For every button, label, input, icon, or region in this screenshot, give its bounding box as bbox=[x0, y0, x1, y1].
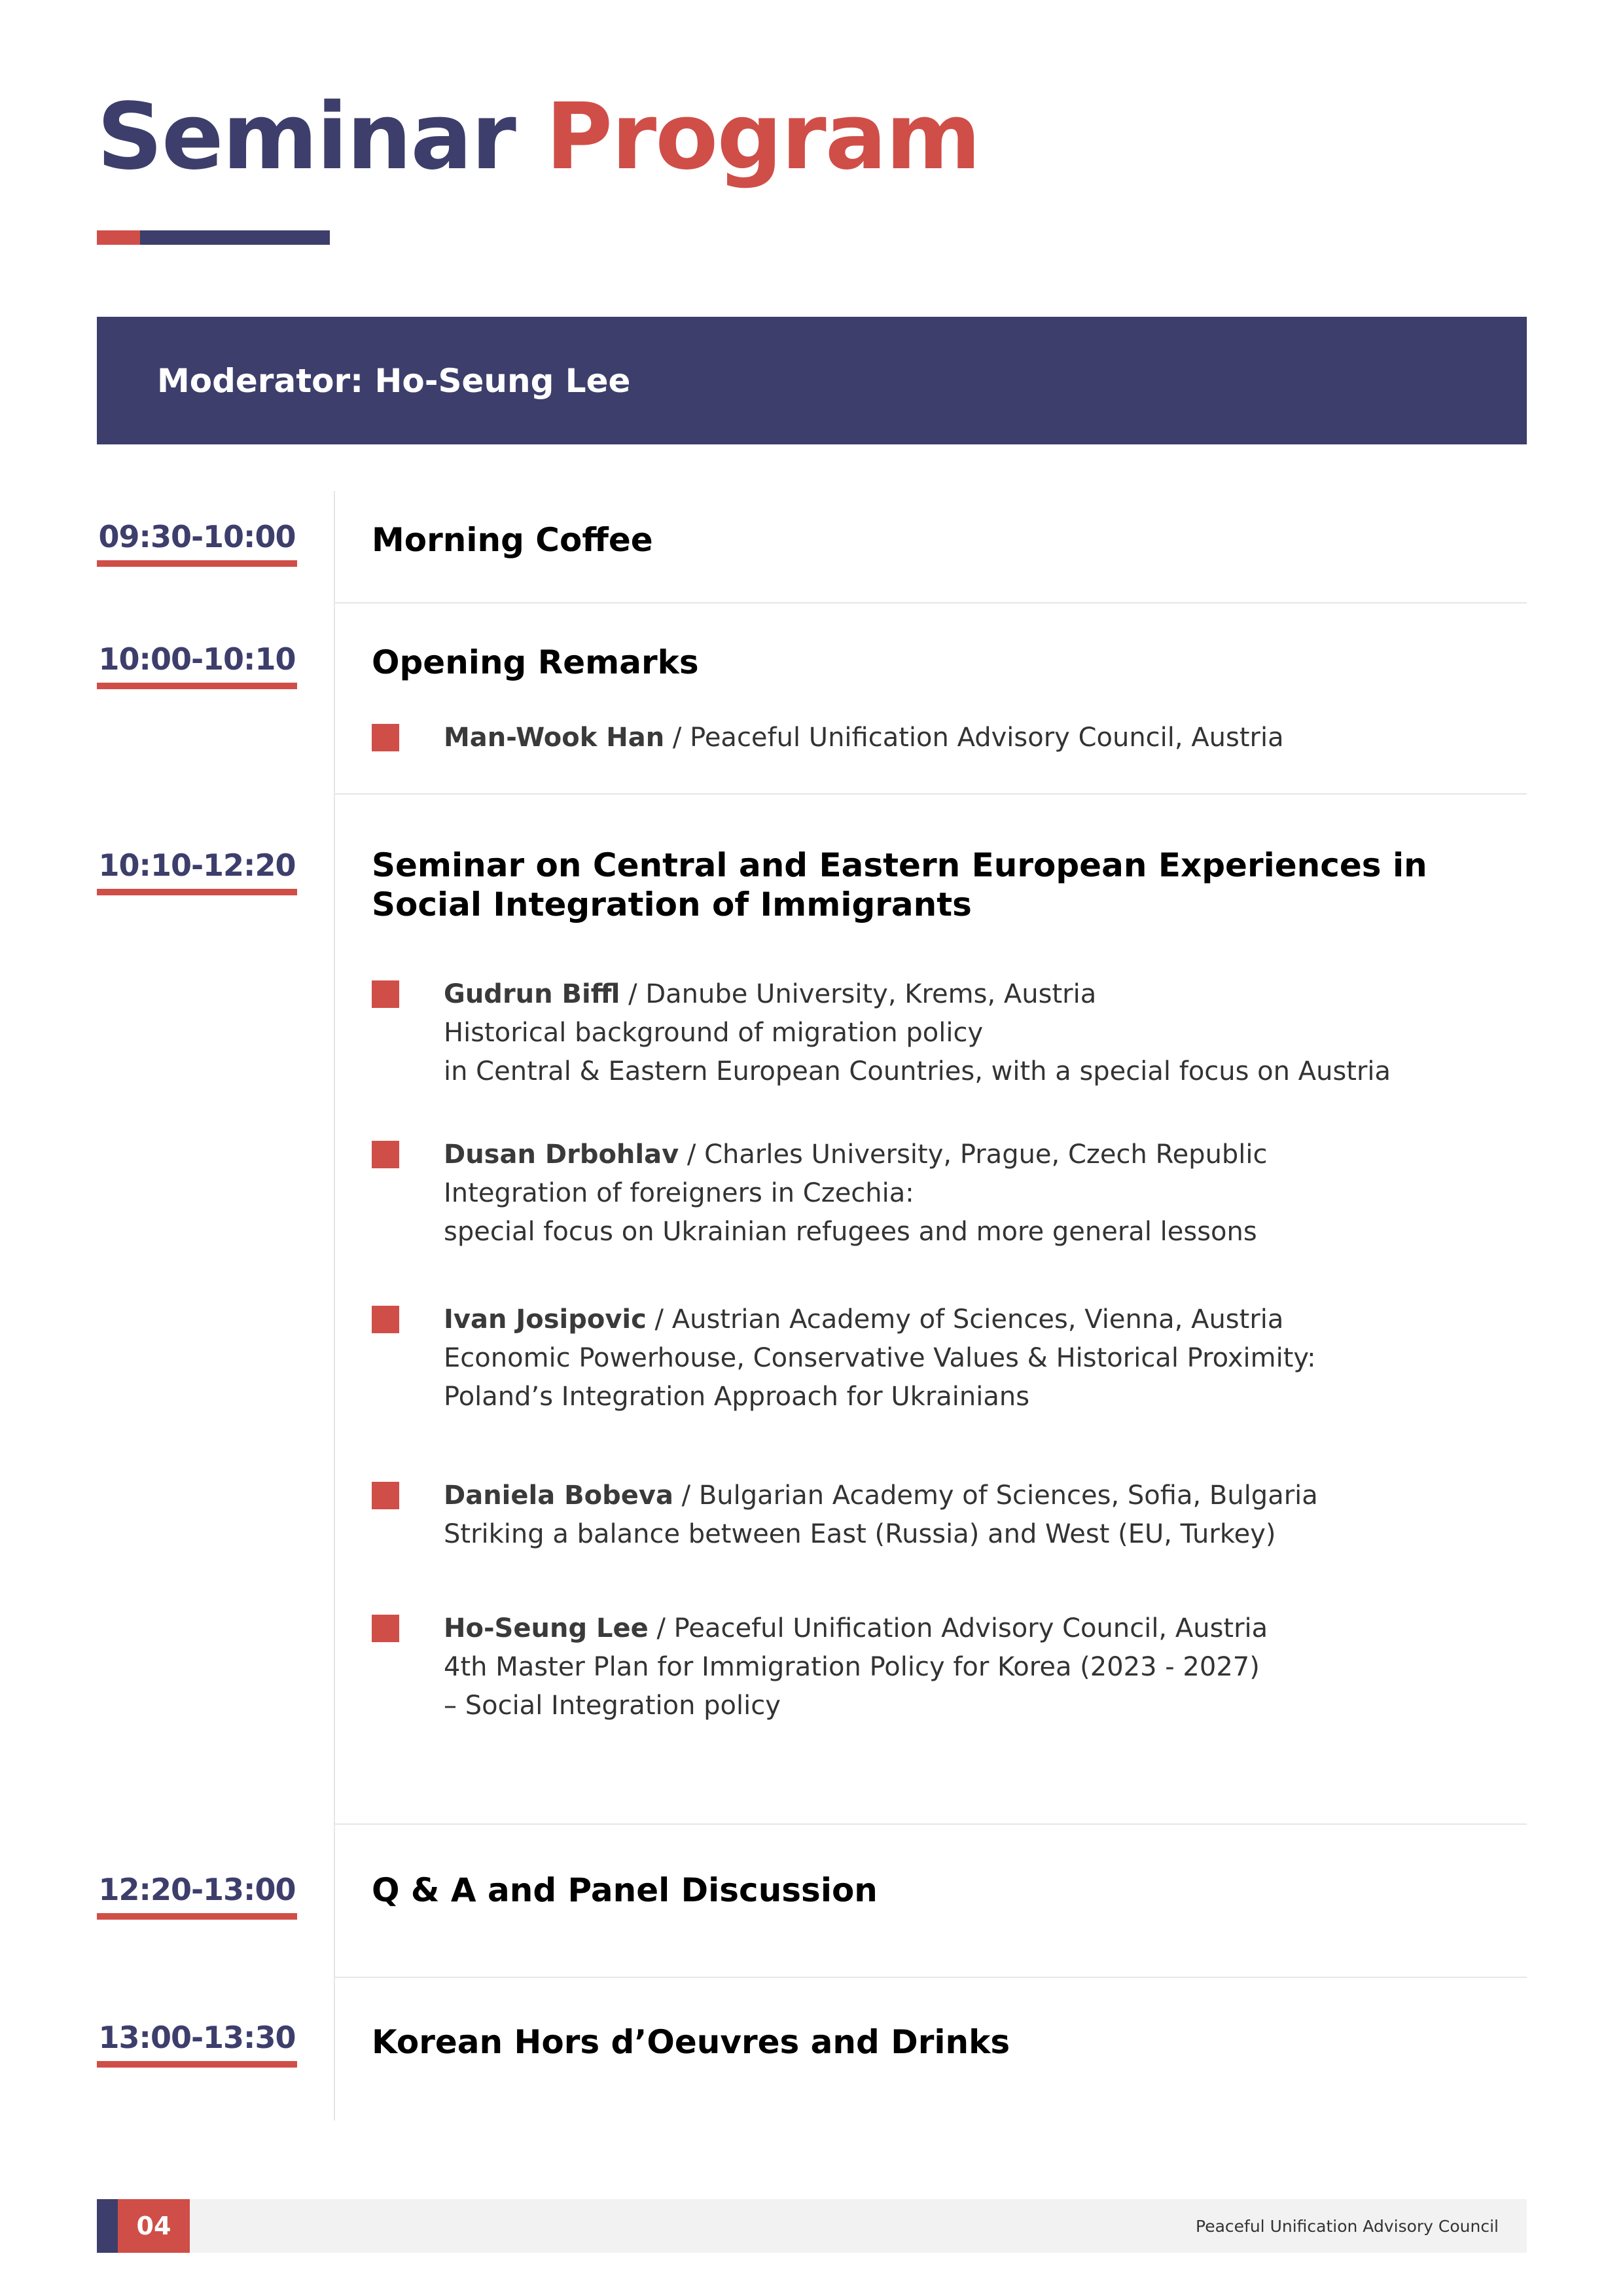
session-title-line: Seminar on Central and Eastern European Experiences in bbox=[372, 846, 1427, 884]
talk-topic: special focus on Ukrainian refugees and more general lessons bbox=[444, 1217, 1257, 1247]
bullet-square-icon bbox=[372, 724, 399, 751]
talk-topic: 4th Master Plan for Immigration Policy for Korea (2023 - 2027) bbox=[444, 1652, 1260, 1682]
speaker-name: Dusan Drbohlav bbox=[444, 1139, 679, 1170]
title-underline-navy bbox=[140, 230, 330, 245]
footer-organization: Peaceful Unification Advisory Council bbox=[1196, 2216, 1499, 2236]
row-separator bbox=[335, 793, 1527, 795]
moderator-banner bbox=[97, 317, 1527, 444]
talk-topic: Integration of foreigners in Czechia: bbox=[444, 1178, 914, 1208]
talk-topic: – Social Integration policy bbox=[444, 1691, 781, 1721]
session-title-reception: Korean Hors d’Oeuvres and Drinks bbox=[372, 2023, 1010, 2061]
speaker-affiliation: / Bulgarian Academy of Sciences, Sofia, Bulgaria bbox=[673, 1480, 1318, 1511]
talk-topic: Striking a balance between East (Russia) and West (EU, Turkey) bbox=[444, 1519, 1276, 1549]
bullet-square-icon bbox=[372, 1482, 399, 1509]
speaker-item bbox=[372, 975, 1497, 1091]
speaker-item bbox=[372, 719, 1497, 757]
speaker-affiliation: / Peaceful Unification Advisory Council, Austria bbox=[648, 1613, 1268, 1643]
bullet-square-icon bbox=[372, 980, 399, 1008]
speaker-name: Man-Wook Han bbox=[444, 723, 665, 753]
row-separator bbox=[335, 1977, 1527, 1978]
speaker-affiliation: / Austrian Academy of Sciences, Vienna, Austria bbox=[646, 1304, 1284, 1335]
speaker-affiliation: / Danube University, Krems, Austria bbox=[620, 979, 1097, 1009]
speaker-item bbox=[372, 1609, 1497, 1725]
time-slot-0930: 09:30-10:00 bbox=[97, 520, 297, 567]
speaker-item bbox=[372, 1477, 1497, 1554]
page-title bbox=[97, 84, 980, 190]
title-word-program: Program bbox=[545, 84, 980, 190]
time-slot-1220: 12:20-13:00 bbox=[97, 1873, 297, 1920]
bullet-square-icon bbox=[372, 1306, 399, 1333]
bullet-square-icon bbox=[372, 1141, 399, 1168]
talk-topic: in Central & Eastern European Countries, with a special focus on Austria bbox=[444, 1056, 1391, 1086]
timeline-divider bbox=[334, 491, 335, 2121]
footer-accent bbox=[97, 2199, 118, 2253]
session-title-morning-coffee: Morning Coffee bbox=[372, 521, 653, 559]
title-underline-red bbox=[97, 230, 140, 245]
moderator-label: Moderator: Ho-Seung Lee bbox=[157, 361, 631, 400]
row-separator bbox=[335, 602, 1527, 603]
bullet-square-icon bbox=[372, 1615, 399, 1642]
talk-topic: Poland’s Integration Approach for Ukrainians bbox=[444, 1382, 1030, 1412]
speaker-name: Ivan Josipovic bbox=[444, 1304, 647, 1335]
page-number: 04 bbox=[118, 2199, 190, 2253]
session-title-opening-remarks: Opening Remarks bbox=[372, 643, 699, 681]
speaker-name: Gudrun Biffl bbox=[444, 979, 620, 1009]
time-slot-1010: 10:10-12:20 bbox=[97, 849, 297, 895]
speaker-name: Ho-Seung Lee bbox=[444, 1613, 649, 1643]
speaker-item bbox=[372, 1136, 1497, 1251]
time-slot-1300: 13:00-13:30 bbox=[97, 2021, 297, 2068]
talk-topic: Historical background of migration policy bbox=[444, 1018, 984, 1048]
title-word-seminar: Seminar bbox=[97, 84, 515, 190]
row-separator bbox=[335, 1823, 1527, 1825]
speaker-affiliation: / Peaceful Unification Advisory Council, Austria bbox=[664, 723, 1284, 753]
talk-topic: Economic Powerhouse, Conservative Values & Historical Proximity: bbox=[444, 1343, 1316, 1373]
session-title-seminar bbox=[372, 846, 1471, 924]
speaker-item bbox=[372, 1300, 1497, 1416]
speaker-affiliation: / Charles University, Prague, Czech Republic bbox=[679, 1139, 1268, 1170]
session-title-qa: Q & A and Panel Discussion bbox=[372, 1871, 878, 1909]
time-slot-1000: 10:00-10:10 bbox=[97, 643, 297, 689]
session-title-line: Social Integration of Immigrants bbox=[372, 886, 972, 924]
speaker-name: Daniela Bobeva bbox=[444, 1480, 673, 1511]
title-underline bbox=[97, 230, 330, 245]
